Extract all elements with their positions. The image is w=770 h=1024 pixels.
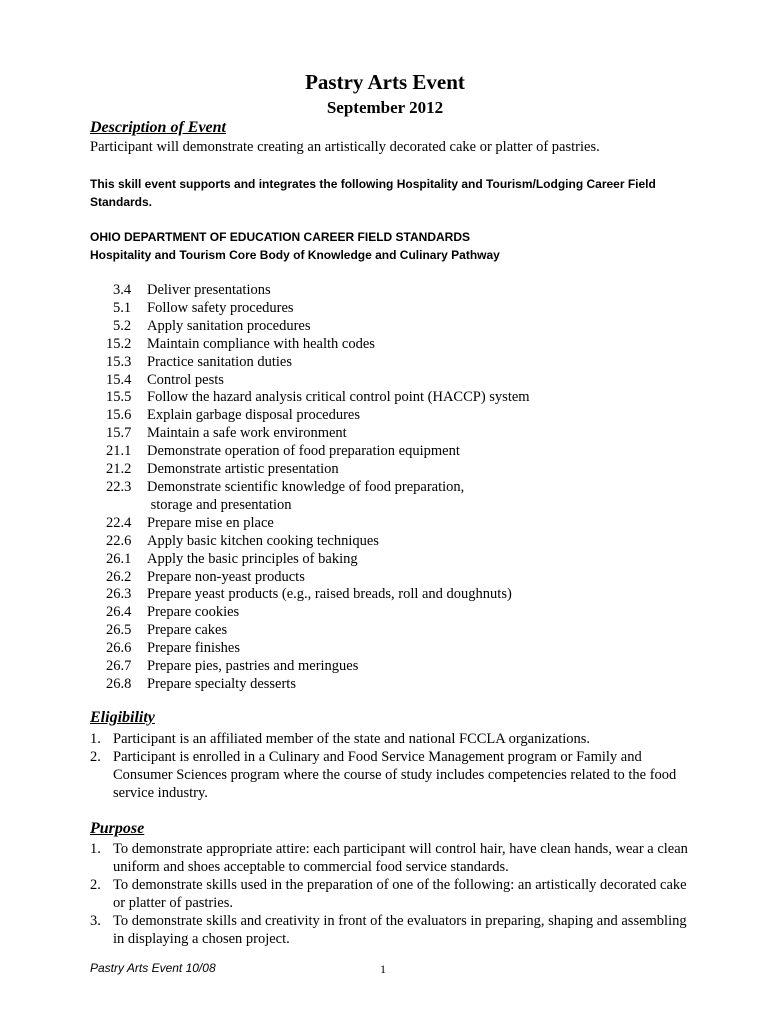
eligibility-list bbox=[90, 730, 690, 802]
standard-item bbox=[106, 425, 530, 443]
standard-number: 26.2 bbox=[106, 568, 132, 585]
standard-number: 15.3 bbox=[106, 353, 132, 370]
standard-text: Prepare finishes bbox=[147, 640, 241, 657]
standard-number: 15.4 bbox=[106, 371, 132, 388]
standard-number: 5.2 bbox=[113, 317, 132, 334]
purpose-item bbox=[90, 840, 690, 876]
standard-number: 26.1 bbox=[106, 550, 132, 567]
eligibility-number: 1. bbox=[90, 731, 101, 747]
standard-item bbox=[106, 443, 530, 461]
standard-number: 26.4 bbox=[106, 604, 132, 621]
standard-item bbox=[106, 604, 530, 622]
standard-text: Prepare specialty desserts bbox=[147, 675, 296, 692]
purpose-text: To demonstrate skills used in the preparation of one of the following: an artistically decorated cake or platter of pastries. bbox=[113, 877, 687, 911]
standard-number: 26.6 bbox=[106, 640, 132, 657]
standard-number: 15.2 bbox=[106, 335, 132, 352]
standard-number: 22.6 bbox=[106, 532, 132, 549]
standard-item bbox=[106, 461, 530, 479]
standard-text: Prepare yeast products (e.g., raised breads, roll and doughnuts) bbox=[147, 586, 512, 603]
standard-text: Prepare pies, pastries and meringues bbox=[147, 658, 359, 675]
standard-text: Practice sanitation duties bbox=[147, 353, 292, 370]
purpose-item bbox=[90, 876, 690, 912]
pathway-heading: Hospitality and Tourism Core Body of Knowledge and Culinary Pathway bbox=[90, 248, 500, 262]
eligibility-heading: Eligibility bbox=[90, 709, 155, 726]
standard-text: Apply sanitation procedures bbox=[147, 317, 311, 334]
standard-text: Explain garbage disposal procedures bbox=[147, 407, 360, 424]
purpose-number: 2. bbox=[90, 877, 101, 893]
standard-text: Prepare cookies bbox=[147, 604, 240, 621]
standard-text: Prepare cakes bbox=[147, 622, 228, 639]
standard-item bbox=[106, 515, 530, 533]
standard-text: Control pests bbox=[147, 371, 224, 388]
eligibility-item bbox=[90, 730, 690, 748]
standard-text: storage and presentation bbox=[147, 496, 292, 513]
standard-item bbox=[106, 300, 530, 318]
standard-text: Follow safety procedures bbox=[147, 299, 294, 316]
standard-item bbox=[106, 479, 530, 497]
standard-item bbox=[106, 551, 530, 569]
standard-item bbox=[106, 318, 530, 336]
standard-text: Apply basic kitchen cooking techniques bbox=[147, 532, 379, 549]
standard-item bbox=[106, 569, 530, 587]
standard-item bbox=[106, 622, 530, 640]
standard-item bbox=[106, 640, 530, 658]
eligibility-number: 2. bbox=[90, 749, 101, 765]
purpose-heading: Purpose bbox=[90, 820, 145, 837]
standard-number: 15.5 bbox=[106, 389, 132, 406]
standard-number: 26.5 bbox=[106, 622, 132, 639]
purpose-list bbox=[90, 840, 690, 948]
standard-number: 22.3 bbox=[106, 478, 132, 495]
page-subtitle: September 2012 bbox=[326, 98, 444, 117]
purpose-text: To demonstrate appropriate attire: each participant will control hair, have clean hands, wear a clean uniform and shoes acceptable to commercial food service standards. bbox=[113, 841, 688, 875]
standard-text: Deliver presentations bbox=[147, 282, 271, 298]
standard-item bbox=[106, 586, 530, 604]
standard-text: Maintain compliance with health codes bbox=[147, 335, 375, 352]
standard-item bbox=[106, 658, 530, 676]
standard-number: 21.1 bbox=[106, 443, 132, 460]
standard-item bbox=[106, 354, 530, 372]
standard-number: 26.3 bbox=[106, 586, 132, 603]
standard-item bbox=[106, 282, 530, 300]
description-text: Participant will demonstrate creating an artistically decorated cake or platter of pastries. bbox=[90, 139, 600, 155]
standard-number: 3.4 bbox=[113, 282, 132, 298]
standard-number: 26.7 bbox=[106, 658, 132, 675]
standard-number: 22.4 bbox=[106, 514, 132, 531]
page-title: Pastry Arts Event bbox=[305, 70, 465, 94]
eligibility-text: Participant is an affiliated member of the state and national FCCLA organizations. bbox=[113, 731, 591, 747]
standard-text: Prepare mise en place bbox=[147, 514, 274, 531]
standard-item bbox=[106, 407, 530, 425]
description-heading: Description of Event bbox=[90, 119, 226, 136]
standard-item bbox=[106, 497, 530, 515]
standard-text: Demonstrate artistic presentation bbox=[147, 461, 339, 478]
standard-number: 15.7 bbox=[106, 425, 132, 442]
purpose-number: 3. bbox=[90, 913, 101, 929]
standard-number: 5.1 bbox=[113, 299, 132, 316]
standard-text: Follow the hazard analysis critical control point (HACCP) system bbox=[147, 389, 530, 406]
purpose-text: To demonstrate skills and creativity in front of the evaluators in preparing, shaping and assembling in displaying a chosen project. bbox=[113, 913, 687, 947]
standard-number: 21.2 bbox=[106, 461, 132, 478]
purpose-number: 1. bbox=[90, 841, 101, 857]
standard-text: Prepare non-yeast products bbox=[147, 568, 305, 585]
standards-list bbox=[106, 282, 530, 694]
standard-text: Demonstrate scientific knowledge of food preparation, bbox=[147, 478, 465, 495]
dept-heading: OHIO DEPARTMENT OF EDUCATION CAREER FIELD STANDARDS bbox=[90, 230, 470, 244]
supports-statement: This skill event supports and integrates the following Hospitality and Tourism/Lodging Career Field Standards. bbox=[90, 177, 656, 209]
standard-number: 26.8 bbox=[106, 675, 132, 692]
standard-item bbox=[106, 533, 530, 551]
standard-number: 15.6 bbox=[106, 407, 132, 424]
standard-text: Apply the basic principles of baking bbox=[147, 550, 358, 567]
standard-text: Maintain a safe work environment bbox=[147, 425, 347, 442]
purpose-item bbox=[90, 912, 690, 948]
page-number: 1 bbox=[380, 962, 386, 976]
standard-item bbox=[106, 389, 530, 407]
standard-text: Demonstrate operation of food preparation equipment bbox=[147, 443, 460, 460]
eligibility-text: Participant is enrolled in a Culinary and Food Service Management program or Family and Consumer Sciences program where the course of study includes competencies related to the food service industry. bbox=[113, 749, 677, 801]
standard-item bbox=[106, 372, 530, 390]
standard-number bbox=[106, 497, 147, 515]
standard-item bbox=[106, 336, 530, 354]
eligibility-item bbox=[90, 748, 690, 802]
standard-item bbox=[106, 676, 530, 694]
footer-label: Pastry Arts Event 10/08 bbox=[90, 961, 216, 975]
